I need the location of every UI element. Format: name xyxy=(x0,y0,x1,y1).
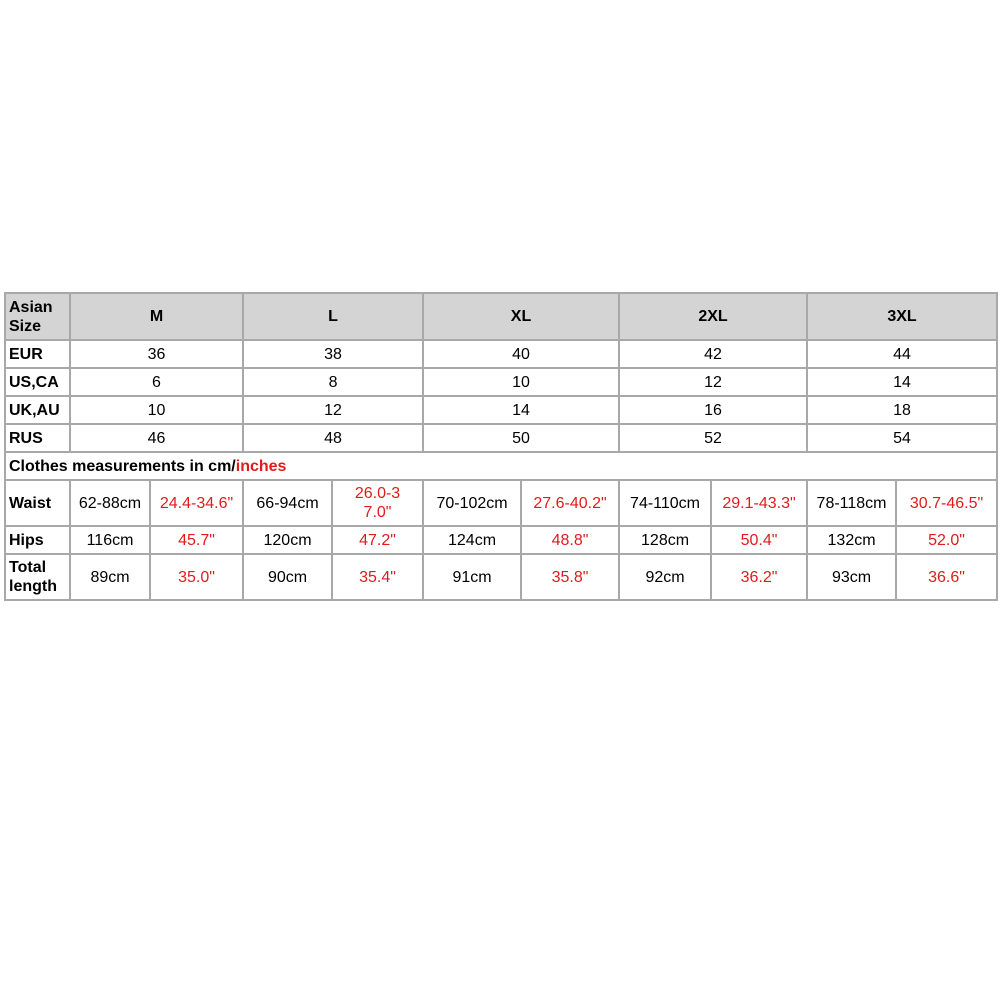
size-cell: 48 xyxy=(243,424,423,452)
size-cell: 10 xyxy=(423,368,619,396)
measure-row-total-length xyxy=(5,554,997,600)
size-cell: 52 xyxy=(619,424,807,452)
inches-cell: 35.4" xyxy=(332,554,423,600)
cm-cell: 74-110cm xyxy=(619,480,711,526)
cm-cell: 128cm xyxy=(619,526,711,554)
size-cell: 38 xyxy=(243,340,423,368)
row-label: Waist xyxy=(5,480,70,526)
row-label: Hips xyxy=(5,526,70,554)
size-header-xl: XL xyxy=(423,293,619,340)
measurements-heading xyxy=(5,452,997,480)
cm-cell: 93cm xyxy=(807,554,896,600)
measurements-heading-prefix: Clothes measurements in cm/ xyxy=(9,457,236,475)
inches-cell: 50.4" xyxy=(711,526,807,554)
size-cell: 18 xyxy=(807,396,997,424)
size-cell: 10 xyxy=(70,396,243,424)
row-label: RUS xyxy=(5,424,70,452)
corner-label: Asian Size xyxy=(5,293,70,340)
inches-cell xyxy=(332,480,423,526)
measure-row-hips xyxy=(5,526,997,554)
cm-cell: 91cm xyxy=(423,554,521,600)
cm-cell: 70-102cm xyxy=(423,480,521,526)
row-label: EUR xyxy=(5,340,70,368)
inches-cell: 48.8" xyxy=(521,526,619,554)
size-header-2xl: 2XL xyxy=(619,293,807,340)
size-cell: 46 xyxy=(70,424,243,452)
inches-cell: 30.7-46.5" xyxy=(896,480,997,526)
inches-cell: 36.6" xyxy=(896,554,997,600)
inches-cell: 52.0" xyxy=(896,526,997,554)
cm-cell: 116cm xyxy=(70,526,150,554)
size-header-row xyxy=(5,293,997,340)
size-cell: 16 xyxy=(619,396,807,424)
cm-cell: 120cm xyxy=(243,526,332,554)
size-row-eur xyxy=(5,340,997,368)
cm-cell: 62-88cm xyxy=(70,480,150,526)
size-header-l: L xyxy=(243,293,423,340)
size-row-us-ca xyxy=(5,368,997,396)
size-row-uk-au xyxy=(5,396,997,424)
size-cell: 44 xyxy=(807,340,997,368)
inches-cell-wrapped: 26.0-37.0" xyxy=(354,485,401,521)
cm-cell: 78-118cm xyxy=(807,480,896,526)
size-cell: 12 xyxy=(619,368,807,396)
size-header-m: M xyxy=(70,293,243,340)
size-cell: 54 xyxy=(807,424,997,452)
cm-cell: 66-94cm xyxy=(243,480,332,526)
size-chart-table xyxy=(4,292,998,601)
cm-cell: 90cm xyxy=(243,554,332,600)
inches-cell: 27.6-40.2" xyxy=(521,480,619,526)
size-header-3xl: 3XL xyxy=(807,293,997,340)
inches-cell: 35.0" xyxy=(150,554,243,600)
cm-cell: 89cm xyxy=(70,554,150,600)
row-label: Total length xyxy=(5,554,70,600)
size-cell: 14 xyxy=(423,396,619,424)
size-row-rus xyxy=(5,424,997,452)
inches-cell: 36.2" xyxy=(711,554,807,600)
size-cell: 36 xyxy=(70,340,243,368)
cm-cell: 124cm xyxy=(423,526,521,554)
size-cell: 6 xyxy=(70,368,243,396)
inches-cell: 47.2" xyxy=(332,526,423,554)
measure-row-waist xyxy=(5,480,997,526)
size-cell: 14 xyxy=(807,368,997,396)
size-cell: 40 xyxy=(423,340,619,368)
cm-cell: 132cm xyxy=(807,526,896,554)
inches-cell: 24.4-34.6" xyxy=(150,480,243,526)
measurements-heading-inches: inches xyxy=(235,457,287,475)
size-cell: 8 xyxy=(243,368,423,396)
cm-cell: 92cm xyxy=(619,554,711,600)
size-cell: 12 xyxy=(243,396,423,424)
size-cell: 42 xyxy=(619,340,807,368)
row-label: UK,AU xyxy=(5,396,70,424)
inches-cell: 35.8" xyxy=(521,554,619,600)
size-cell: 50 xyxy=(423,424,619,452)
inches-cell: 45.7" xyxy=(150,526,243,554)
inches-cell: 29.1-43.3" xyxy=(711,480,807,526)
measurements-section-row xyxy=(5,452,997,480)
row-label: US,CA xyxy=(5,368,70,396)
